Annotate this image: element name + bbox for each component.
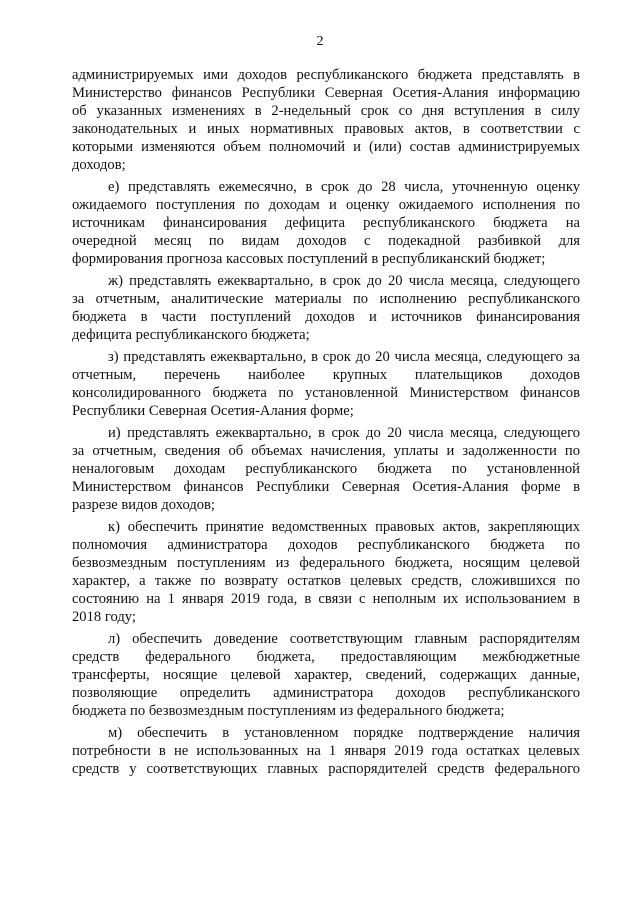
text-line: Министерство финансов Республики Северная Осетия-Алания информацию [72, 85, 580, 101]
text-line: средств у соответствующих главных распорядителей средств федерального [72, 761, 580, 777]
text-line: разрезе видов доходов; [72, 497, 215, 513]
text-line: состоянию на 1 января 2019 года, в связи с неполным их использованием в [72, 591, 580, 607]
text-line: доходов; [72, 157, 126, 173]
text-line: ж) представлять ежеквартально, в срок до 20 числа месяца, следующего [108, 273, 580, 289]
text-line: ожидаемого поступления по доходам и оценку ожидаемого исполнения по [72, 197, 580, 213]
text-line: характер, а также по возврату остатков целевых средств, сложившихся по [72, 573, 580, 589]
text-line: дефицита республиканского бюджета; [72, 327, 310, 343]
text-line: об указанных изменениях в 2-недельный срок со дня вступления в силу [72, 103, 580, 119]
text-line: Министерством финансов Республики Северная Осетия-Алания форме в [72, 479, 580, 495]
text-line: и) представлять ежеквартально, в срок до 20 числа месяца, следующего [108, 425, 580, 441]
text-line: за отчетным, сведения об объемах начисления, уплаты и задолженности по [72, 443, 580, 459]
text-line: законодательных и иных нормативных правовых актов, в соответствии с [72, 121, 580, 137]
text-line: трансферты, носящие целевой характер, сведений, содержащих данные, [72, 667, 580, 683]
text-line: м) обеспечить в установленном порядке подтверждение наличия [108, 725, 580, 741]
text-line: которыми изменяются объем полномочий и (или) состав администрируемых [72, 139, 580, 155]
text-line: отчетным, перечень наиболее крупных плательщиков доходов [72, 367, 580, 383]
text-line: средств федерального бюджета, предоставляющим межбюджетные [72, 649, 580, 665]
text-line: з) представлять ежеквартально, в срок до 20 числа месяца, следующего за [108, 349, 580, 365]
text-line: Республики Северная Осетия-Алания форме; [72, 403, 354, 419]
text-line: за отчетным, аналитические материалы по исполнению республиканского [72, 291, 580, 307]
text-line: полномочия администратора доходов республиканского бюджета по [72, 537, 580, 553]
text-line: источникам финансирования дефицита республиканского бюджета на [72, 215, 580, 231]
text-line: е) представлять ежемесячно, в срок до 28 числа, уточненную оценку [108, 179, 580, 195]
text-line: формирования прогноза кассовых поступлений в республиканский бюджет; [72, 251, 546, 267]
text-line: позволяющие определить администратора доходов республиканского [72, 685, 580, 701]
text-line: потребности в не использованных на 1 января 2019 года остатках целевых [72, 743, 580, 759]
text-line: очередной месяц по видам доходов с подекадной разбивкой для [72, 233, 580, 249]
text-line: консолидированного бюджета по установленной Министерством финансов [72, 385, 580, 401]
document-body [72, 66, 580, 778]
text-line: л) обеспечить доведение соответствующим главным распорядителям [108, 631, 580, 647]
text-line: бюджета в части поступлений доходов и источников финансирования [72, 309, 580, 325]
text-line: к) обеспечить принятие ведомственных правовых актов, закрепляющих [108, 519, 580, 535]
text-line: 2018 году; [72, 609, 136, 625]
text-line: администрируемых ими доходов республиканского бюджета представлять в [72, 67, 580, 83]
text-line: бюджета по безвозмездным поступлениям из федерального бюджета; [72, 703, 505, 719]
text-line: неналоговым доходам республиканского бюджета по установленной [72, 461, 580, 477]
page-number: 2 [316, 34, 324, 49]
text-line: безвозмездным поступлениям из федерального бюджета, носящим целевой [72, 555, 580, 571]
